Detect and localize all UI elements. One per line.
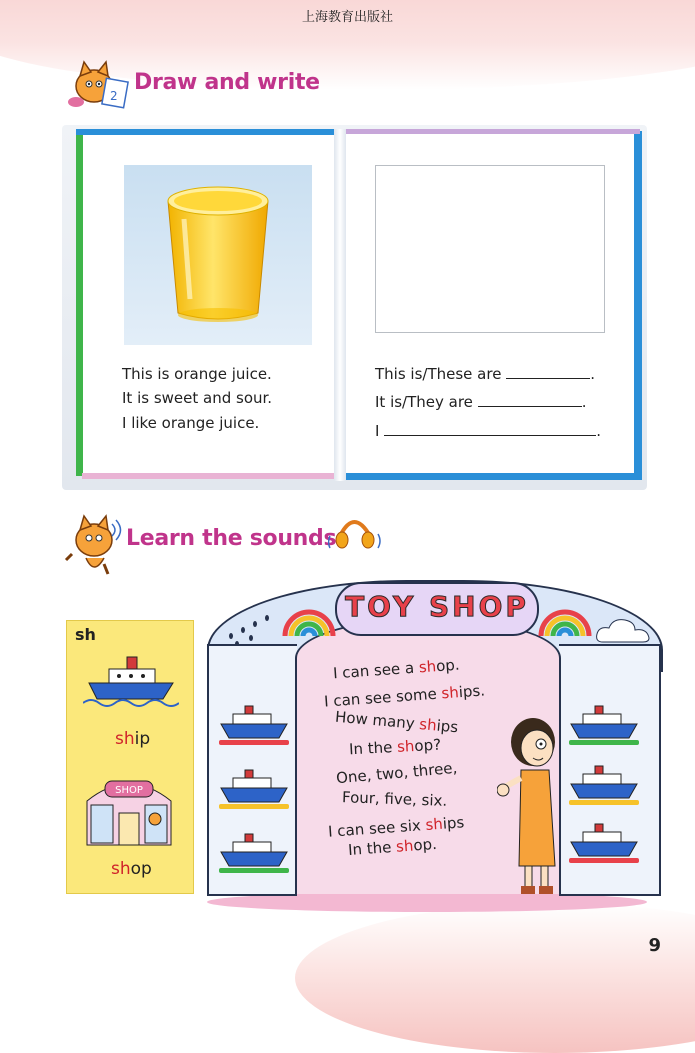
book-spread [62, 125, 647, 490]
rhyme-line-5: One, two, three, [335, 758, 458, 788]
left-line-1: This is orange juice. [122, 365, 272, 383]
cat-writing-icon [64, 58, 132, 110]
left-shelf-ships [217, 702, 291, 902]
bottom-decoration [295, 903, 695, 1053]
rhyme-line-1: I can see a shop. [332, 655, 461, 683]
left-line-3: I like orange juice. [122, 414, 260, 432]
word-ship: ship [115, 729, 151, 749]
cloud-icon [595, 616, 655, 646]
write-line-3[interactable]: I . [375, 422, 601, 440]
blank-2[interactable] [478, 392, 582, 407]
blank-1[interactable] [506, 364, 590, 379]
svg-text:2: 2 [110, 89, 118, 103]
rhyme-line-8: In the shop. [347, 834, 438, 860]
orange-juice-photo [124, 165, 312, 345]
headphones-icon[interactable] [328, 512, 382, 552]
sign-text: TOY SHOP [345, 590, 529, 623]
drawing-area[interactable] [375, 165, 605, 333]
rhyme-line-3: How many ships [334, 707, 459, 737]
rainbow-left-icon [279, 598, 339, 638]
publisher-name: 上海教育出版社 [301, 10, 393, 25]
rhyme-line-2: I can see some ships. [323, 681, 486, 711]
toy-shop-sign [335, 582, 539, 636]
draw-write-title: Draw and write [134, 70, 320, 95]
rhyme-line-4: In the shop? [348, 735, 442, 759]
learn-sounds-title: Learn the sounds [126, 526, 337, 551]
word-shop: shop [111, 859, 152, 879]
write-line-1[interactable]: This is/These are . [375, 365, 595, 383]
mini-sign-text: SHOP [115, 785, 143, 796]
sh-phonics-card [66, 620, 194, 894]
phonics-label: sh [75, 625, 96, 644]
juice-glass-icon [162, 179, 274, 327]
left-line-2: It is sweet and sour. [122, 389, 273, 407]
raindrops-icon [223, 606, 277, 646]
cat-listening-icon [64, 514, 130, 578]
rainbow-right-icon [535, 598, 595, 638]
shop-icon [83, 771, 175, 847]
girl-character [497, 708, 567, 898]
book-spine [334, 129, 346, 481]
rhyme-line-6: Four, five, six. [341, 788, 448, 810]
page-number: 9 [648, 935, 661, 956]
rhyme-line-7: I can see six ships [327, 813, 465, 841]
right-shelf-ships [567, 702, 645, 902]
write-line-2[interactable]: It is/They are . [375, 393, 587, 411]
ship-icon [83, 653, 179, 713]
blank-3[interactable] [384, 421, 596, 436]
